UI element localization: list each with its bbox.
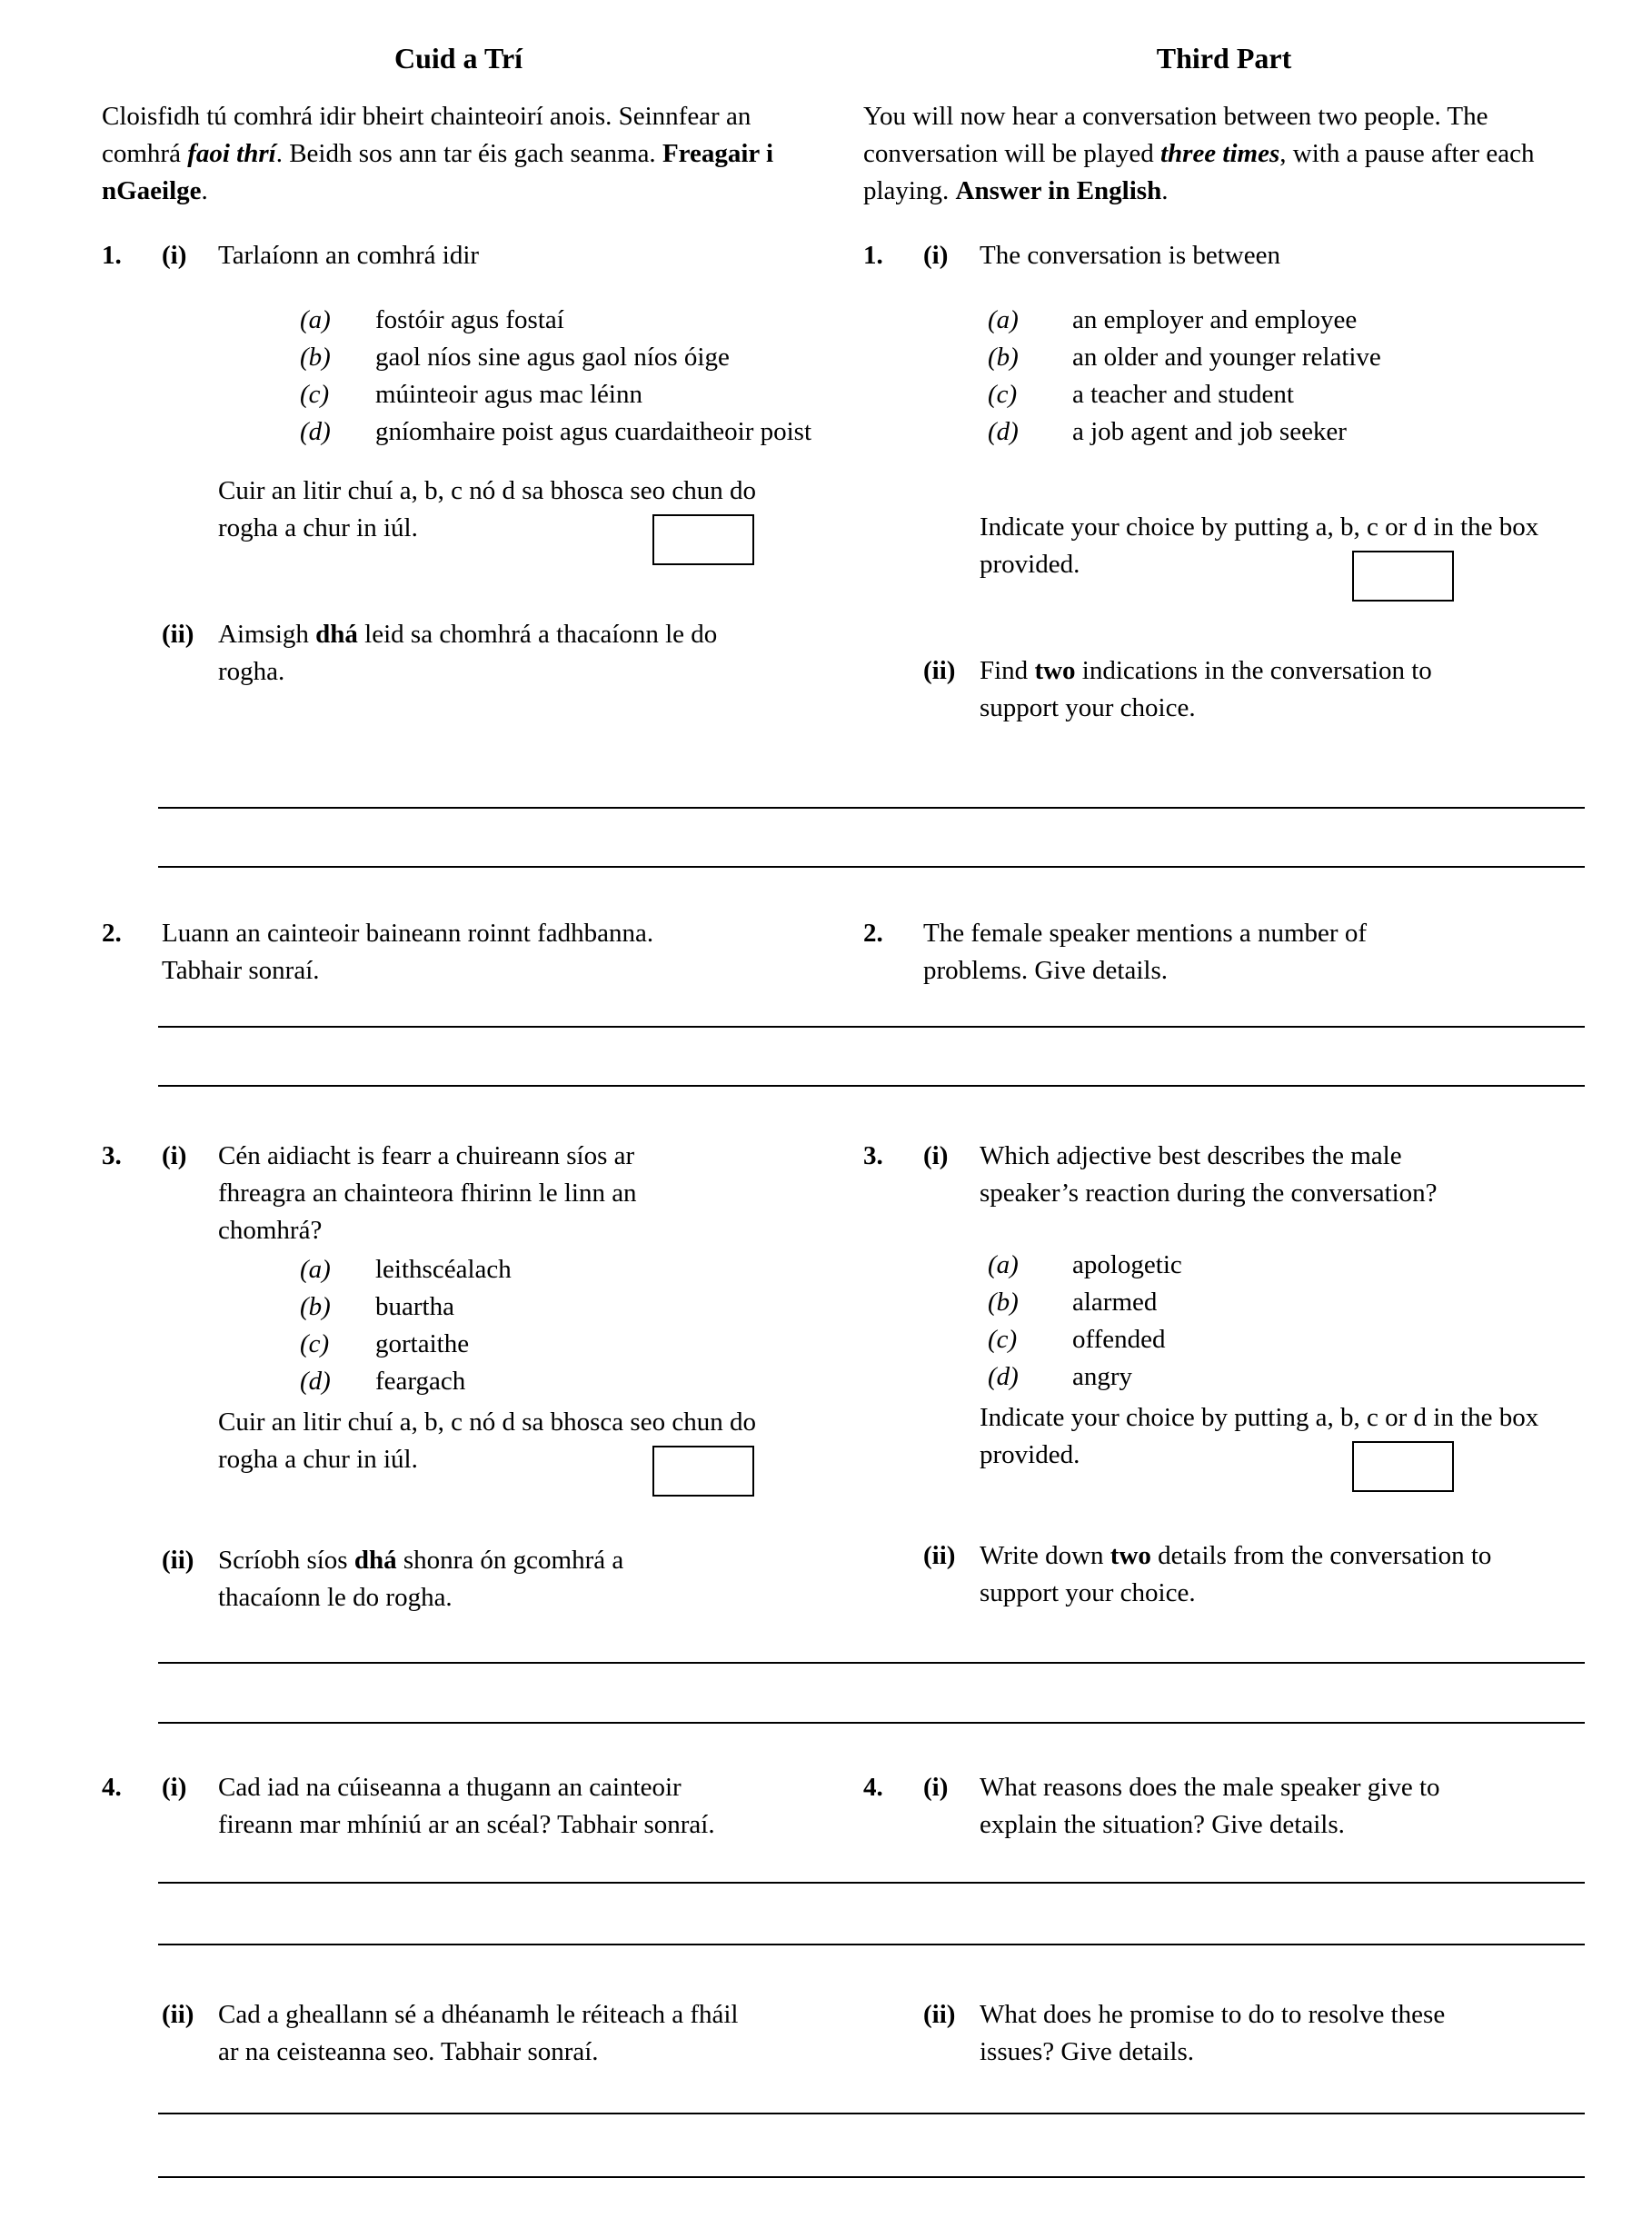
option-text: fostóir agus fostaí: [375, 305, 564, 334]
answer-line[interactable]: [158, 1664, 1585, 1724]
question-2-english: [863, 915, 1585, 990]
question-4ii-english: [863, 1996, 1585, 2071]
question-text: What does he promise to do to resolve these issues? Give details.: [980, 2000, 1446, 2066]
answer-box[interactable]: [1352, 551, 1454, 602]
option-text: an employer and employee: [1072, 305, 1358, 334]
question-number: 1.: [863, 241, 883, 270]
question-1-irish: [102, 237, 815, 727]
question-number: 4.: [863, 1773, 883, 1802]
box-instruction-text: Cuir an litir chuí a, b, c nó d sa bhosca seo chun do rogha a chur in iúl.: [218, 476, 756, 542]
header-row: [102, 38, 1585, 78]
question-text: Cén aidiacht is fearr a chuireann síos ar fhreagra an chainteora fhirinn le linn an chomhrá?: [218, 1141, 637, 1245]
text-segment: .: [1161, 176, 1169, 205]
option-text: a teacher and student: [1072, 380, 1294, 409]
text-segment: indications in the conversation to support your choice.: [980, 656, 1432, 722]
question-text: Tarlaíonn an comhrá idir: [218, 241, 480, 270]
text-segment: Cloisfidh tú comhrá idir bheirt chainteoirí anois. Seinnfear an comhrá: [102, 102, 751, 168]
question-4i-irish: [102, 1769, 815, 1844]
option-letter: (b): [988, 1288, 1019, 1317]
part-ii-label: (ii): [923, 2000, 956, 2029]
question-number: 3.: [863, 1141, 883, 1170]
option-text: apologetic: [1072, 1250, 1182, 1279]
option-letter: (d): [300, 1367, 331, 1396]
answer-box[interactable]: [652, 514, 754, 565]
question-number: 1.: [102, 241, 122, 270]
option-text: a job agent and job seeker: [1072, 417, 1347, 446]
box-instruction-text: Cuir an litir chuí a, b, c nó d sa bhosca seo chun do rogha a chur in iúl.: [218, 1407, 756, 1474]
question-4i-english: [863, 1769, 1585, 1844]
box-instruction: [218, 1404, 781, 1478]
option-text: feargach: [375, 1367, 466, 1396]
answer-line[interactable]: [158, 2071, 1585, 2114]
answer-line[interactable]: [158, 727, 1585, 809]
text-segment: , with a pause after each playing.: [863, 139, 1535, 205]
question-text: What reasons does the male speaker give to explain the situation? Give details.: [980, 1773, 1440, 1839]
option-letter: (d): [988, 1362, 1019, 1391]
option-text: angry: [1072, 1362, 1133, 1391]
question-3: [102, 1138, 1585, 1616]
option-letter: (a): [300, 305, 331, 334]
question-number: 2.: [863, 919, 883, 948]
text-segment: details from the conversation to support your choice.: [980, 1541, 1492, 1607]
answer-lines-q2: [158, 990, 1585, 1087]
intro-row: [102, 98, 1585, 210]
part-i-label: (i): [923, 1773, 949, 1802]
option-letter: (c): [988, 380, 1018, 409]
box-instruction: [980, 1399, 1543, 1474]
text-segment: Aimsigh: [218, 620, 316, 649]
option-letter: (a): [300, 1255, 331, 1284]
question-text: [980, 1537, 1534, 1612]
answer-line[interactable]: [158, 2114, 1585, 2178]
option-text: gníomhaire poist agus cuardaitheoir poist: [375, 417, 812, 446]
instructions-english: [863, 98, 1585, 210]
text-segment: You will now hear a conversation between two people. The conversation will be played: [863, 102, 1488, 168]
options-list: [988, 1247, 1585, 1396]
option-text: gaol níos sine agus gaol níos óige: [375, 343, 730, 372]
answer-lines-q4ii: [158, 2071, 1585, 2178]
answer-box[interactable]: [1352, 1441, 1454, 1492]
bold-text: dhá: [315, 620, 358, 649]
part-i-label: (i): [162, 1141, 187, 1170]
answer-box[interactable]: [652, 1446, 754, 1497]
bold-text: dhá: [353, 1546, 397, 1575]
text-segment: .: [201, 176, 208, 205]
box-instruction-text: Indicate your choice by putting a, b, c or d in the box provided.: [980, 1403, 1539, 1469]
option-letter: (a): [988, 305, 1019, 334]
option-letter: (a): [988, 1250, 1019, 1279]
option-letter: (b): [300, 1292, 331, 1321]
option-letter: (d): [300, 417, 331, 446]
answer-line[interactable]: [158, 1616, 1585, 1664]
question-4-part-ii: [102, 1996, 1585, 2071]
left-column-header: Cuid a Trí: [393, 42, 523, 75]
text-segment: shonra ón gcomhrá a thacaíonn le do rogha.: [218, 1546, 624, 1612]
part-i-label: (i): [923, 1141, 949, 1170]
question-3-irish: [102, 1138, 815, 1616]
option-letter: (c): [300, 1329, 330, 1358]
question-number: 2.: [102, 919, 122, 948]
emphasis-text: faoi thrí: [187, 139, 276, 168]
emphasis-text: three times: [1159, 139, 1280, 168]
box-instruction-text: Indicate your choice by putting a, b, c or d in the box provided.: [980, 512, 1539, 579]
option-text: gortaithe: [375, 1329, 470, 1358]
options-list: [988, 302, 1585, 451]
part-ii-label: (ii): [162, 2000, 194, 2029]
part-ii-label: (ii): [162, 620, 194, 649]
part-ii-label: (ii): [923, 1541, 956, 1570]
option-text: múinteoir agus mac léinn: [375, 380, 642, 409]
question-number: 3.: [102, 1141, 122, 1170]
question-text: Luann an cainteoir baineann roinnt fadhbanna. Tabhair sonraí.: [162, 919, 654, 985]
text-segment: . Beidh sos ann tar éis gach seanma.: [275, 139, 662, 168]
text-segment: Find: [980, 656, 1035, 685]
answer-lines-q3: [158, 1616, 1585, 1724]
options-list: [300, 1251, 815, 1400]
question-2-irish: [102, 915, 815, 990]
part-i-label: (i): [162, 241, 187, 270]
option-letter: (c): [988, 1325, 1018, 1354]
option-letter: (b): [988, 343, 1019, 372]
text-segment: leid sa chomhrá a thacaíonn le do rogha.: [218, 620, 718, 686]
option-text: offended: [1072, 1325, 1166, 1354]
question-text: [218, 1542, 672, 1616]
question-text: [980, 652, 1507, 727]
text-segment: Write down: [980, 1541, 1110, 1570]
answer-line[interactable]: [158, 1028, 1585, 1087]
answer-line[interactable]: [158, 1884, 1585, 1945]
part-i-label: (i): [923, 241, 949, 270]
bold-text: Freagair i nGaeilge: [102, 139, 774, 205]
box-instruction: [218, 472, 781, 547]
question-text: Cad iad na cúiseanna a thugann an cainteoir fireann mar mhíniú ar an scéal? Tabhair sonraí.: [218, 1773, 715, 1839]
question-number: 4.: [102, 1773, 122, 1802]
option-letter: (d): [988, 417, 1019, 446]
question-4ii-irish: [102, 1996, 815, 2071]
box-instruction: [980, 509, 1543, 583]
question-text: The conversation is between: [980, 241, 1280, 270]
option-letter: (c): [300, 380, 330, 409]
question-3-english: [863, 1138, 1585, 1616]
question-2: [102, 915, 1585, 990]
option-text: an older and younger relative: [1072, 343, 1381, 372]
answer-line[interactable]: [158, 809, 1585, 868]
bold-text: two: [1110, 1541, 1151, 1570]
option-text: buartha: [375, 1292, 454, 1321]
answer-lines-q4i: [158, 1844, 1585, 1945]
question-1-english: [863, 237, 1585, 727]
option-text: leithscéalach: [375, 1255, 512, 1284]
instructions-irish: [102, 98, 815, 210]
text-segment: Scríobh síos: [218, 1546, 354, 1575]
question-1: [102, 237, 1585, 727]
option-letter: (b): [300, 343, 331, 372]
answer-line[interactable]: [158, 990, 1585, 1028]
part-i-label: (i): [162, 1773, 187, 1802]
question-text: [218, 616, 718, 691]
question-text: Which adjective best describes the male speaker’s reaction during the conversation?: [980, 1141, 1438, 1208]
answer-lines-q1: [158, 727, 1585, 868]
right-column-header: Third Part: [1156, 42, 1292, 75]
bold-text: Answer in English: [955, 176, 1162, 205]
part-ii-label: (ii): [162, 1546, 194, 1575]
options-list: [300, 302, 815, 451]
question-4-part-i: [102, 1769, 1585, 1844]
part-ii-label: (ii): [923, 656, 956, 685]
question-text: The female speaker mentions a number of problems. Give details.: [923, 919, 1367, 985]
answer-line[interactable]: [158, 1844, 1585, 1884]
option-text: alarmed: [1072, 1288, 1158, 1317]
bold-text: two: [1034, 656, 1076, 685]
question-text: Cad a gheallann sé a dhéanamh le réiteach a fháil ar na ceisteanna seo. Tabhair sonraí.: [218, 2000, 739, 2066]
